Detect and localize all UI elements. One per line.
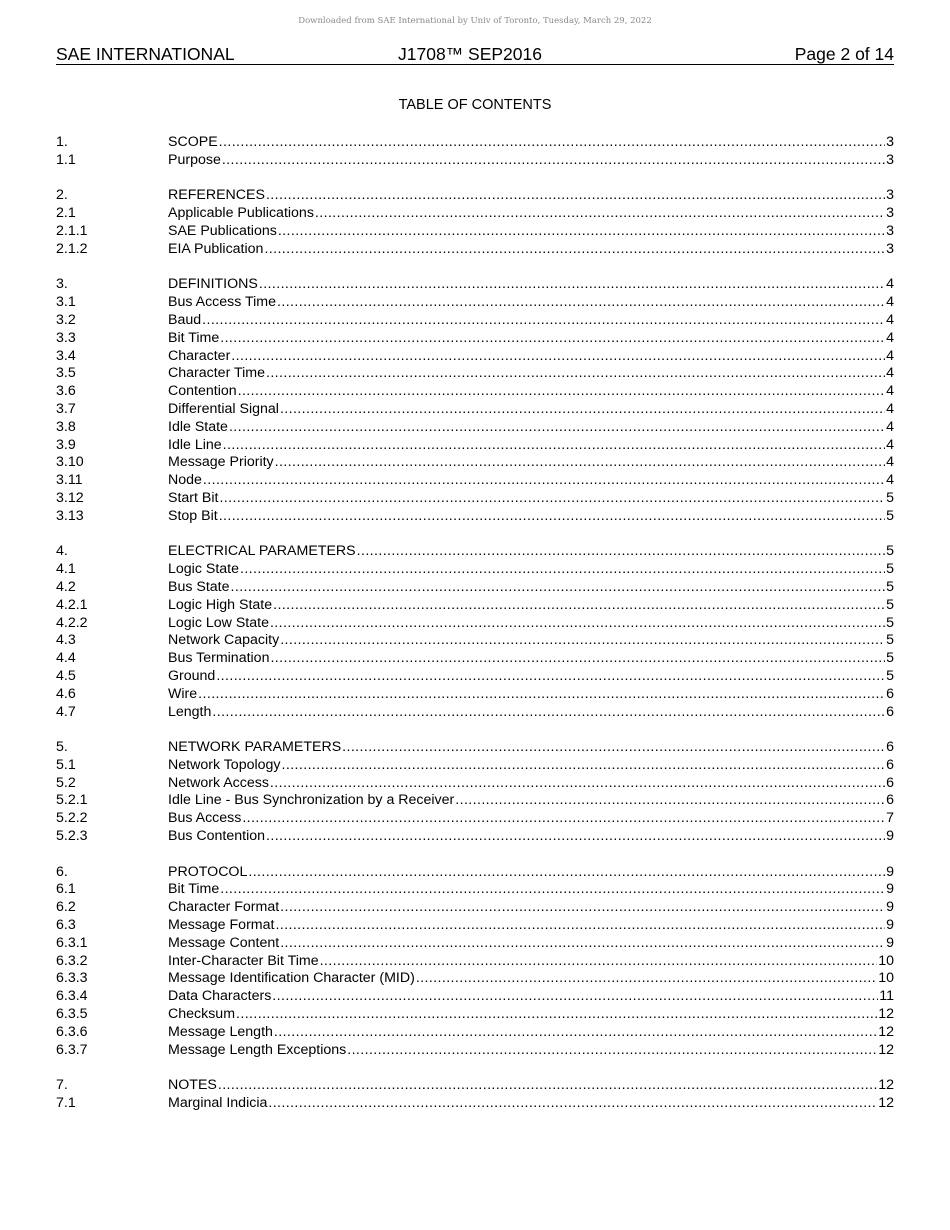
toc-entry-page: 9 bbox=[886, 899, 894, 916]
toc-entry-page: 12 bbox=[878, 1095, 894, 1112]
toc-entry-number: 5. bbox=[56, 739, 68, 756]
toc-entry-page: 3 bbox=[886, 205, 894, 222]
toc-entry-title: Bit Time bbox=[168, 329, 220, 346]
toc-entry-number: 4.1 bbox=[56, 561, 76, 578]
toc-dot-leader bbox=[219, 490, 885, 508]
toc-entry bbox=[56, 1042, 894, 1060]
toc-entry-title: Message Length Exceptions bbox=[168, 1041, 347, 1058]
toc-entry bbox=[56, 739, 894, 757]
toc-dot-leader bbox=[270, 775, 885, 793]
toc-entry-title: Character bbox=[168, 347, 231, 364]
toc-entry-number: 3.12 bbox=[56, 489, 84, 506]
toc-entry-number: 4.2.1 bbox=[56, 596, 88, 613]
toc-entry-title: Logic High State bbox=[168, 596, 273, 613]
toc-entry-title: NETWORK PARAMETERS bbox=[168, 739, 342, 756]
toc-entry bbox=[56, 704, 894, 722]
toc-entry-number: 6.3.2 bbox=[56, 952, 88, 969]
toc-entry-number: 2. bbox=[56, 187, 68, 204]
toc-entry-title: Marginal Indicia bbox=[168, 1095, 268, 1112]
toc-entry-number: 3.9 bbox=[56, 436, 76, 453]
toc-entry-number: 4.4 bbox=[56, 650, 76, 667]
toc-entry-page: 3 bbox=[886, 151, 894, 168]
toc-section bbox=[56, 543, 894, 721]
toc-entry-title: Character Format bbox=[168, 899, 280, 916]
toc-entry-page: 12 bbox=[878, 1077, 894, 1094]
toc-entry-page: 5 bbox=[886, 614, 894, 631]
toc-entry bbox=[56, 134, 894, 152]
toc-dot-leader bbox=[202, 312, 885, 330]
toc-entry bbox=[56, 899, 894, 917]
toc-dot-leader bbox=[236, 1006, 877, 1024]
toc-entry bbox=[56, 454, 894, 472]
toc-entry-title: Baud bbox=[168, 311, 202, 328]
toc-entry-number: 3.7 bbox=[56, 400, 76, 417]
toc-dot-leader bbox=[266, 828, 885, 846]
toc-entry-page: 4 bbox=[886, 454, 894, 471]
toc-section bbox=[56, 864, 894, 1060]
toc-entry-number: 6.3.5 bbox=[56, 1006, 88, 1023]
toc-entry-page: 12 bbox=[878, 1041, 894, 1058]
toc-entry-page: 9 bbox=[886, 881, 894, 898]
toc-entry-page: 4 bbox=[886, 365, 894, 382]
toc-entry-title: Character Time bbox=[168, 365, 265, 382]
toc-entry bbox=[56, 1024, 894, 1042]
toc-entry bbox=[56, 970, 894, 988]
toc-entry-page: 4 bbox=[886, 329, 894, 346]
toc-dot-leader bbox=[242, 810, 885, 828]
toc-entry-title: EIA Publication bbox=[168, 240, 264, 257]
toc-entry-page: 6 bbox=[886, 756, 894, 773]
toc-entry-page: 5 bbox=[886, 596, 894, 613]
toc-entry-number: 3.13 bbox=[56, 507, 84, 524]
toc-dot-leader bbox=[272, 988, 878, 1006]
toc-entry-number: 2.1.1 bbox=[56, 222, 88, 239]
toc-entry-title: DEFINITIONS bbox=[168, 276, 258, 293]
toc-entry-number: 6.3.6 bbox=[56, 1023, 88, 1040]
toc-entry bbox=[56, 543, 894, 561]
toc-entry-number: 4.3 bbox=[56, 632, 76, 649]
toc-entry-number: 3.8 bbox=[56, 418, 76, 435]
header-page-number: Page 2 of 14 bbox=[794, 44, 894, 64]
toc-entry-page: 4 bbox=[886, 311, 894, 328]
toc-entry-number: 5.2.2 bbox=[56, 810, 88, 827]
toc-entry-title: SCOPE bbox=[168, 134, 218, 150]
download-watermark: Downloaded from SAE International by Univ of Toronto, Tuesday, March 29, 2022 bbox=[298, 16, 652, 26]
toc-dot-leader bbox=[347, 1042, 877, 1060]
toc-entry-number: 3.1 bbox=[56, 294, 76, 311]
toc-entry-number: 4.6 bbox=[56, 685, 76, 702]
toc-entry-title: REFERENCES bbox=[168, 187, 265, 204]
toc-entry-title: Network Topology bbox=[168, 756, 281, 773]
toc-dot-leader bbox=[259, 276, 885, 294]
toc-entry-page: 12 bbox=[878, 1006, 894, 1023]
toc-dot-leader bbox=[315, 205, 885, 223]
toc-entry bbox=[56, 383, 894, 401]
toc-entry-title: Checksum bbox=[168, 1006, 236, 1023]
toc-entry bbox=[56, 597, 894, 615]
toc-entry bbox=[56, 1006, 894, 1024]
toc-entry-title: Bus State bbox=[168, 578, 230, 595]
toc-dot-leader bbox=[231, 348, 885, 366]
toc-entry-page: 3 bbox=[886, 187, 894, 204]
toc-entry bbox=[56, 276, 894, 294]
toc-entry-title: ELECTRICAL PARAMETERS bbox=[168, 543, 356, 560]
toc-entry-title: Ground bbox=[168, 667, 216, 684]
toc-entry-page: 4 bbox=[886, 276, 894, 293]
toc-dot-leader bbox=[229, 419, 885, 437]
toc-entry-title: Idle Line bbox=[168, 436, 222, 453]
toc-entry-page: 4 bbox=[886, 400, 894, 417]
toc-entry-title: Inter-Character Bit Time bbox=[168, 952, 319, 969]
toc-entry-number: 6.3.1 bbox=[56, 934, 88, 951]
toc-entry bbox=[56, 187, 894, 205]
toc-entry-title: Wire bbox=[168, 685, 198, 702]
toc-dot-leader bbox=[216, 668, 885, 686]
toc-entry bbox=[56, 810, 894, 828]
toc-entry bbox=[56, 828, 894, 846]
toc-entry-page: 6 bbox=[886, 739, 894, 756]
toc-entry-title: Idle State bbox=[168, 418, 228, 435]
toc-dot-leader bbox=[278, 223, 885, 241]
toc-entry-title: Bit Time bbox=[168, 881, 220, 898]
toc-entry-page: 10 bbox=[878, 970, 894, 987]
toc-entry-number: 1. bbox=[56, 134, 68, 150]
toc-entry-page: 10 bbox=[878, 952, 894, 969]
toc-entry-page: 6 bbox=[886, 792, 894, 809]
toc-entry-title: Logic State bbox=[168, 561, 239, 578]
header-organization: SAE INTERNATIONAL bbox=[56, 44, 235, 64]
toc-entry bbox=[56, 241, 894, 259]
toc-dot-leader bbox=[273, 597, 885, 615]
toc-dot-leader bbox=[277, 294, 885, 312]
toc-entry-title: Idle Line - Bus Synchronization by a Receiver bbox=[168, 792, 455, 809]
toc-dot-leader bbox=[231, 579, 886, 597]
toc-dot-leader bbox=[218, 1077, 877, 1095]
toc-entry-number: 3.10 bbox=[56, 454, 84, 471]
toc-entry bbox=[56, 632, 894, 650]
toc-entry bbox=[56, 917, 894, 935]
toc-entry-title: Message Identification Character (MID) bbox=[168, 970, 415, 987]
toc-dot-leader bbox=[268, 1095, 877, 1113]
toc-entry bbox=[56, 1095, 894, 1113]
toc-entry-page: 3 bbox=[886, 134, 894, 150]
toc-entry-number: 6.2 bbox=[56, 899, 76, 916]
toc-dot-leader bbox=[275, 917, 885, 935]
toc-entry-page: 4 bbox=[886, 472, 894, 489]
toc-entry-title: Node bbox=[168, 472, 202, 489]
toc-entry-page: 9 bbox=[886, 863, 894, 880]
toc-entry-page: 7 bbox=[886, 810, 894, 827]
toc-entry-page: 4 bbox=[886, 418, 894, 435]
toc-section bbox=[56, 1077, 894, 1113]
toc-dot-leader bbox=[320, 953, 878, 971]
toc-dot-leader bbox=[223, 437, 885, 455]
toc-entry-number: 3. bbox=[56, 276, 68, 293]
toc-entry-number: 6.3.3 bbox=[56, 970, 88, 987]
toc-dot-leader bbox=[222, 152, 885, 170]
toc-entry bbox=[56, 437, 894, 455]
toc-entry-title: Start Bit bbox=[168, 489, 219, 506]
toc-entry bbox=[56, 881, 894, 899]
toc-entry bbox=[56, 401, 894, 419]
toc-dot-leader bbox=[266, 365, 885, 383]
toc-entry-number: 3.3 bbox=[56, 329, 76, 346]
toc-entry-title: SAE Publications bbox=[168, 222, 277, 239]
toc-entry-page: 6 bbox=[886, 774, 894, 791]
toc-entry-number: 6.1 bbox=[56, 881, 76, 898]
toc-section bbox=[56, 276, 894, 525]
toc-dot-leader bbox=[238, 383, 885, 401]
toc-entry bbox=[56, 348, 894, 366]
toc-entry-page: 6 bbox=[886, 703, 894, 720]
toc-dot-leader bbox=[203, 472, 885, 490]
toc-entry-number: 3.4 bbox=[56, 347, 76, 364]
toc-entry-number: 4.2 bbox=[56, 578, 76, 595]
toc-dot-leader bbox=[280, 632, 885, 650]
toc-entry bbox=[56, 775, 894, 793]
toc-entry bbox=[56, 668, 894, 686]
toc-dot-leader bbox=[280, 935, 885, 953]
toc-entry bbox=[56, 472, 894, 490]
toc-entry-number: 3.2 bbox=[56, 311, 76, 328]
toc-entry bbox=[56, 330, 894, 348]
toc-entry-number: 1.1 bbox=[56, 151, 76, 168]
toc-dot-leader bbox=[357, 543, 885, 561]
toc-entry bbox=[56, 312, 894, 330]
toc-entry bbox=[56, 419, 894, 437]
toc-entry-title: Bus Access bbox=[168, 810, 242, 827]
toc-entry-number: 7. bbox=[56, 1077, 68, 1094]
toc-entry bbox=[56, 615, 894, 633]
toc-entry-page: 5 bbox=[886, 507, 894, 524]
toc-entry bbox=[56, 205, 894, 223]
toc-entry-number: 4.7 bbox=[56, 703, 76, 720]
toc-entry-page: 3 bbox=[886, 222, 894, 239]
toc-entry-number: 5.1 bbox=[56, 756, 76, 773]
toc-entry-number: 2.1 bbox=[56, 205, 76, 222]
toc-dot-leader bbox=[264, 241, 885, 259]
toc-entry bbox=[56, 757, 894, 775]
toc-entry-page: 4 bbox=[886, 347, 894, 364]
toc-entry-title: Contention bbox=[168, 383, 237, 400]
toc-dot-leader bbox=[198, 686, 885, 704]
toc-entry-number: 3.6 bbox=[56, 383, 76, 400]
toc-entry-page: 3 bbox=[886, 240, 894, 257]
toc-entry-page: 9 bbox=[886, 828, 894, 845]
toc-entry-title: Stop Bit bbox=[168, 507, 218, 524]
toc-entry-page: 5 bbox=[886, 543, 894, 560]
toc-entry bbox=[56, 579, 894, 597]
toc-entry-title: Purpose bbox=[168, 151, 221, 168]
toc-entry-title: PROTOCOL bbox=[168, 863, 248, 880]
toc-entry bbox=[56, 935, 894, 953]
toc-entry-page: 5 bbox=[886, 578, 894, 595]
toc-dot-leader bbox=[416, 970, 877, 988]
toc-entry bbox=[56, 988, 894, 1006]
toc-entry bbox=[56, 561, 894, 579]
toc-entry bbox=[56, 490, 894, 508]
toc-entry-page: 5 bbox=[886, 489, 894, 506]
toc-dot-leader bbox=[212, 704, 885, 722]
toc-dot-leader bbox=[455, 792, 885, 810]
toc-dot-leader bbox=[219, 508, 885, 526]
toc-entry-page: 4 bbox=[886, 436, 894, 453]
toc-dot-leader bbox=[270, 650, 885, 668]
toc-entry bbox=[56, 294, 894, 312]
header-document-id: J1708™ SEP2016 bbox=[398, 44, 542, 64]
toc-entry bbox=[56, 223, 894, 241]
toc-dot-leader bbox=[220, 881, 885, 899]
toc-section bbox=[56, 739, 894, 846]
toc-dot-leader bbox=[219, 134, 885, 152]
toc-entry-page: 12 bbox=[878, 1023, 894, 1040]
toc-entry-number: 6.3.4 bbox=[56, 988, 88, 1005]
toc-entry-page: 5 bbox=[886, 632, 894, 649]
toc-entry-title: Applicable Publications bbox=[168, 205, 314, 222]
toc-entry-page: 5 bbox=[886, 650, 894, 667]
toc-entry-title: Message Priority bbox=[168, 454, 274, 471]
toc-entry-page: 9 bbox=[886, 917, 894, 934]
toc-entry-page: 9 bbox=[886, 934, 894, 951]
toc-entry-number: 6. bbox=[56, 863, 68, 880]
toc-entry bbox=[56, 686, 894, 704]
toc-entry-page: 6 bbox=[886, 685, 894, 702]
toc-entry-title: NOTES bbox=[168, 1077, 217, 1094]
toc-entry-page: 5 bbox=[886, 667, 894, 684]
toc-entry-title: Message Format bbox=[168, 917, 275, 934]
toc-dot-leader bbox=[248, 864, 885, 882]
toc-title: TABLE OF CONTENTS bbox=[398, 97, 552, 113]
toc-entry-title: Message Length bbox=[168, 1023, 273, 1040]
toc-dot-leader bbox=[220, 330, 885, 348]
toc-entry-title: Bus Termination bbox=[168, 650, 270, 667]
toc-entry bbox=[56, 792, 894, 810]
toc-dot-leader bbox=[342, 739, 885, 757]
toc-entry bbox=[56, 953, 894, 971]
toc-entry-number: 5.2 bbox=[56, 774, 76, 791]
toc-entry-title: Data Characters bbox=[168, 988, 272, 1005]
toc-entry-number: 3.5 bbox=[56, 365, 76, 382]
toc-entry-title: Bus Contention bbox=[168, 828, 266, 845]
toc-entry-title: Bus Access Time bbox=[168, 294, 277, 311]
toc-dot-leader bbox=[282, 757, 886, 775]
page-header bbox=[56, 44, 894, 65]
toc-dot-leader bbox=[275, 454, 885, 472]
toc-entry-number: 7.1 bbox=[56, 1095, 76, 1112]
toc-entry-page: 5 bbox=[886, 561, 894, 578]
toc-entry-title: Network Access bbox=[168, 774, 269, 791]
toc-entry-page: 4 bbox=[886, 294, 894, 311]
toc-dot-leader bbox=[280, 899, 885, 917]
toc-section bbox=[56, 187, 894, 258]
toc-entry-title: Logic Low State bbox=[168, 614, 269, 631]
toc-entry-title: Length bbox=[168, 703, 212, 720]
toc-entry-number: 4. bbox=[56, 543, 68, 560]
toc-entry-number: 4.5 bbox=[56, 667, 76, 684]
toc-entry bbox=[56, 365, 894, 383]
toc-entry-number: 2.1.2 bbox=[56, 240, 88, 257]
toc-dot-leader bbox=[280, 401, 885, 419]
toc-entry-title: Message Content bbox=[168, 934, 280, 951]
toc-entry-number: 3.11 bbox=[56, 472, 83, 489]
toc-dot-leader bbox=[240, 561, 885, 579]
toc-entry-title: Differential Signal bbox=[168, 400, 279, 417]
toc-entry-page: 4 bbox=[886, 383, 894, 400]
toc-entry-page: 11 bbox=[879, 988, 894, 1005]
toc-entry-number: 6.3.7 bbox=[56, 1041, 88, 1058]
table-of-contents bbox=[56, 134, 894, 1131]
toc-entry-number: 5.2.3 bbox=[56, 828, 88, 845]
toc-section bbox=[56, 134, 894, 170]
toc-entry-number: 6.3 bbox=[56, 917, 76, 934]
toc-entry-title: Network Capacity bbox=[168, 632, 280, 649]
toc-entry bbox=[56, 1077, 894, 1095]
toc-dot-leader bbox=[270, 615, 885, 633]
toc-dot-leader bbox=[266, 187, 885, 205]
toc-entry bbox=[56, 650, 894, 668]
toc-entry-number: 4.2.2 bbox=[56, 614, 88, 631]
toc-entry bbox=[56, 864, 894, 882]
toc-entry bbox=[56, 508, 894, 526]
toc-entry-number: 5.2.1 bbox=[56, 792, 88, 809]
toc-dot-leader bbox=[274, 1024, 877, 1042]
toc-entry bbox=[56, 152, 894, 170]
